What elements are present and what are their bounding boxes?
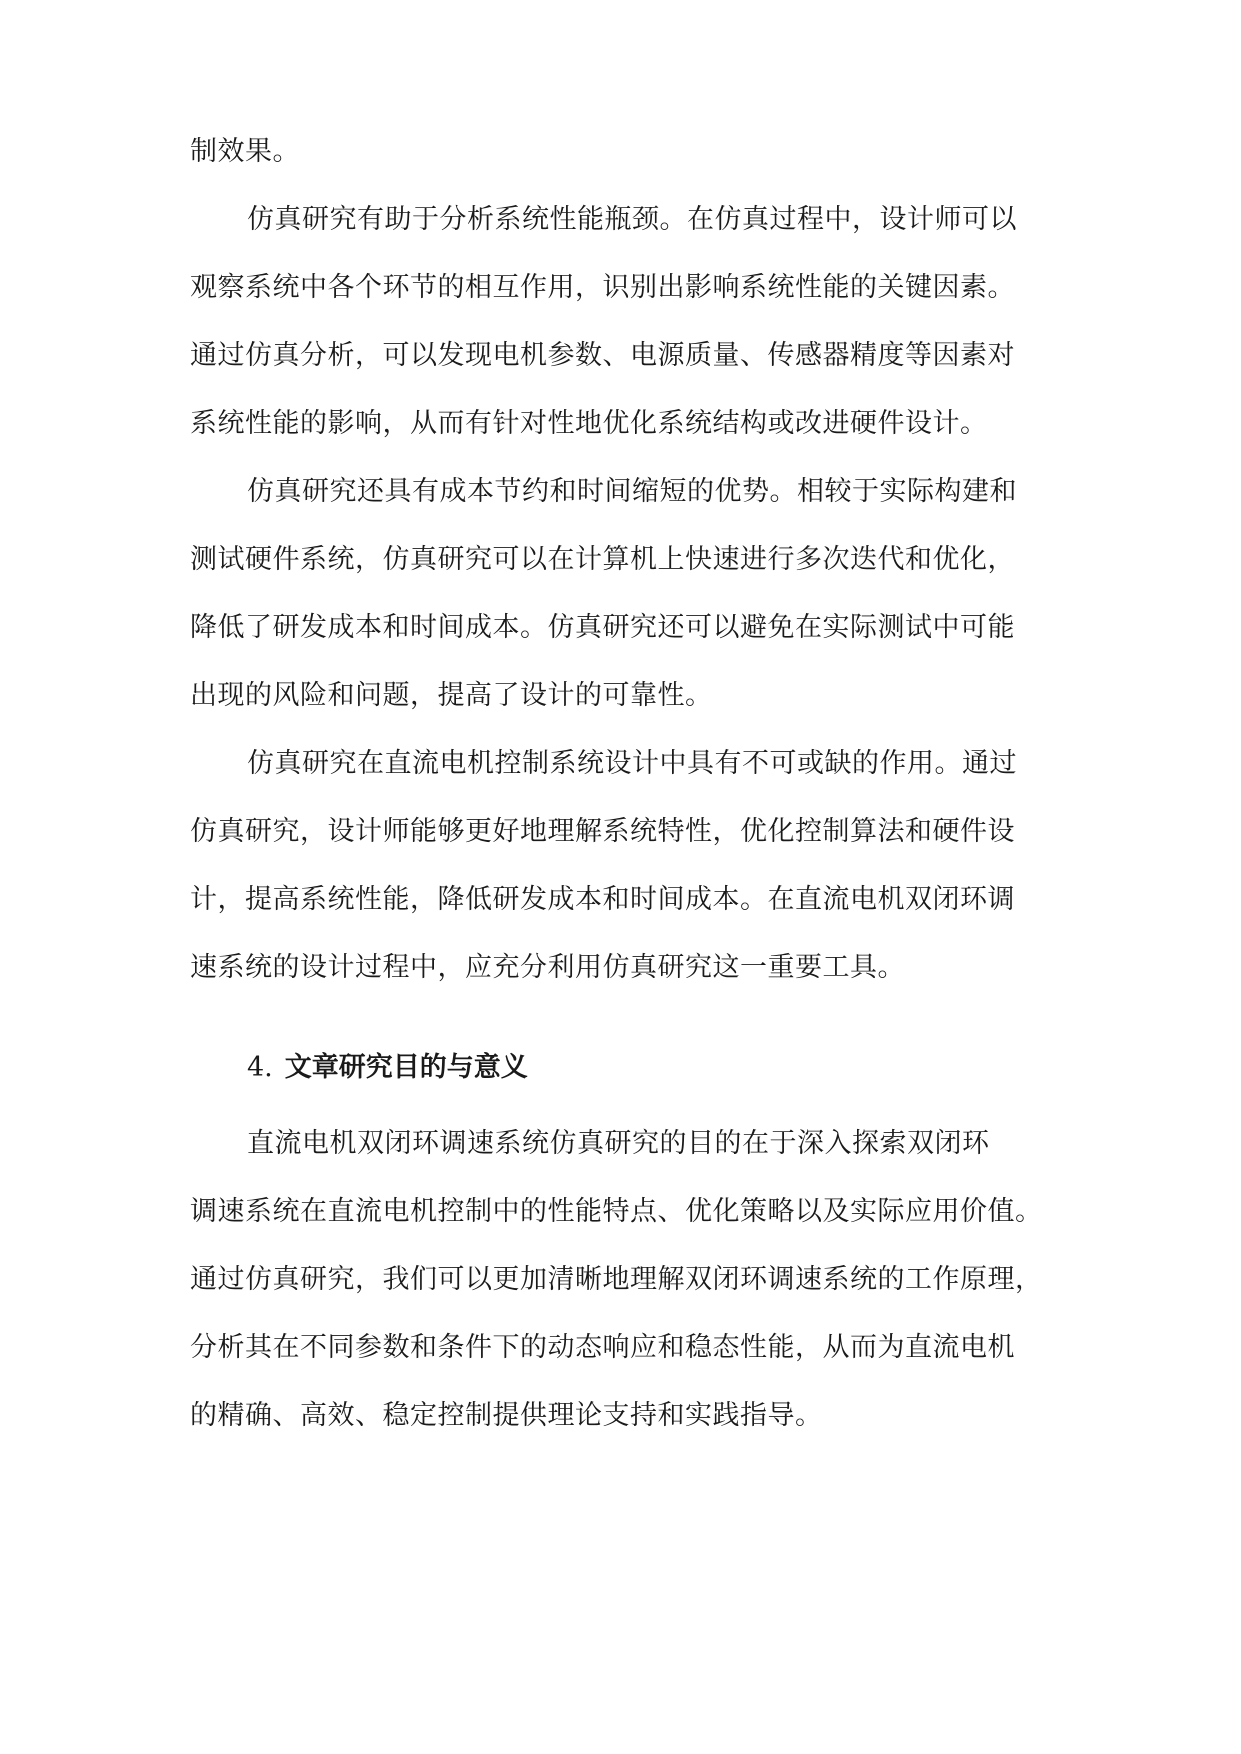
section-number: 4. [247, 1052, 273, 1083]
paragraph-line: 的精确、高效、稳定控制提供理论支持和实践指导。 [190, 1400, 823, 1431]
paragraph-line: 仿真研究有助于分析系统性能瓶颈。在仿真过程中，设计师可以 [247, 204, 1017, 235]
paragraph-line: 观察系统中各个环节的相互作用，识别出影响系统性能的关键因素。 [190, 272, 1015, 303]
paragraph-line: 计，提高系统性能，降低研发成本和时间成本。在直流电机双闭环调 [190, 884, 1015, 915]
paragraph-line: 速系统的设计过程中，应充分利用仿真研究这一重要工具。 [190, 952, 905, 983]
paragraph-line: 制效果。 [190, 136, 300, 167]
paragraph-line: 仿真研究在直流电机控制系统设计中具有不可或缺的作用。通过 [247, 748, 1017, 779]
paragraph-line: 直流电机双闭环调速系统仿真研究的目的在于深入探索双闭环 [247, 1128, 990, 1159]
paragraph-line: 分析其在不同参数和条件下的动态响应和稳态性能，从而为直流电机 [190, 1332, 1015, 1363]
paragraph-line: 仿真研究还具有成本节约和时间缩短的优势。相较于实际构建和 [247, 476, 1017, 507]
paragraph-line: 系统性能的影响，从而有针对性地优化系统结构或改进硬件设计。 [190, 408, 988, 439]
paragraph-line: 通过仿真分析，可以发现电机参数、电源质量、传感器精度等因素对 [190, 340, 1015, 371]
section-heading [247, 1048, 528, 1088]
paragraph-line: 降低了研发成本和时间成本。仿真研究还可以避免在实际测试中可能 [190, 612, 1015, 643]
paragraph-line: 仿真研究，设计师能够更好地理解系统特性，优化控制算法和硬件设 [190, 816, 1015, 847]
paragraph-line: 测试硬件系统，仿真研究可以在计算机上快速进行多次迭代和优化， [190, 544, 1015, 575]
section-title: 文章研究目的与意义 [284, 1052, 528, 1083]
paragraph-line: 通过仿真研究，我们可以更加清晰地理解双闭环调速系统的工作原理， [190, 1264, 1043, 1295]
paragraph-line: 出现的风险和问题，提高了设计的可靠性。 [190, 680, 713, 711]
paragraph-line: 调速系统在直流电机控制中的性能特点、优化策略以及实际应用价值。 [190, 1196, 1043, 1227]
